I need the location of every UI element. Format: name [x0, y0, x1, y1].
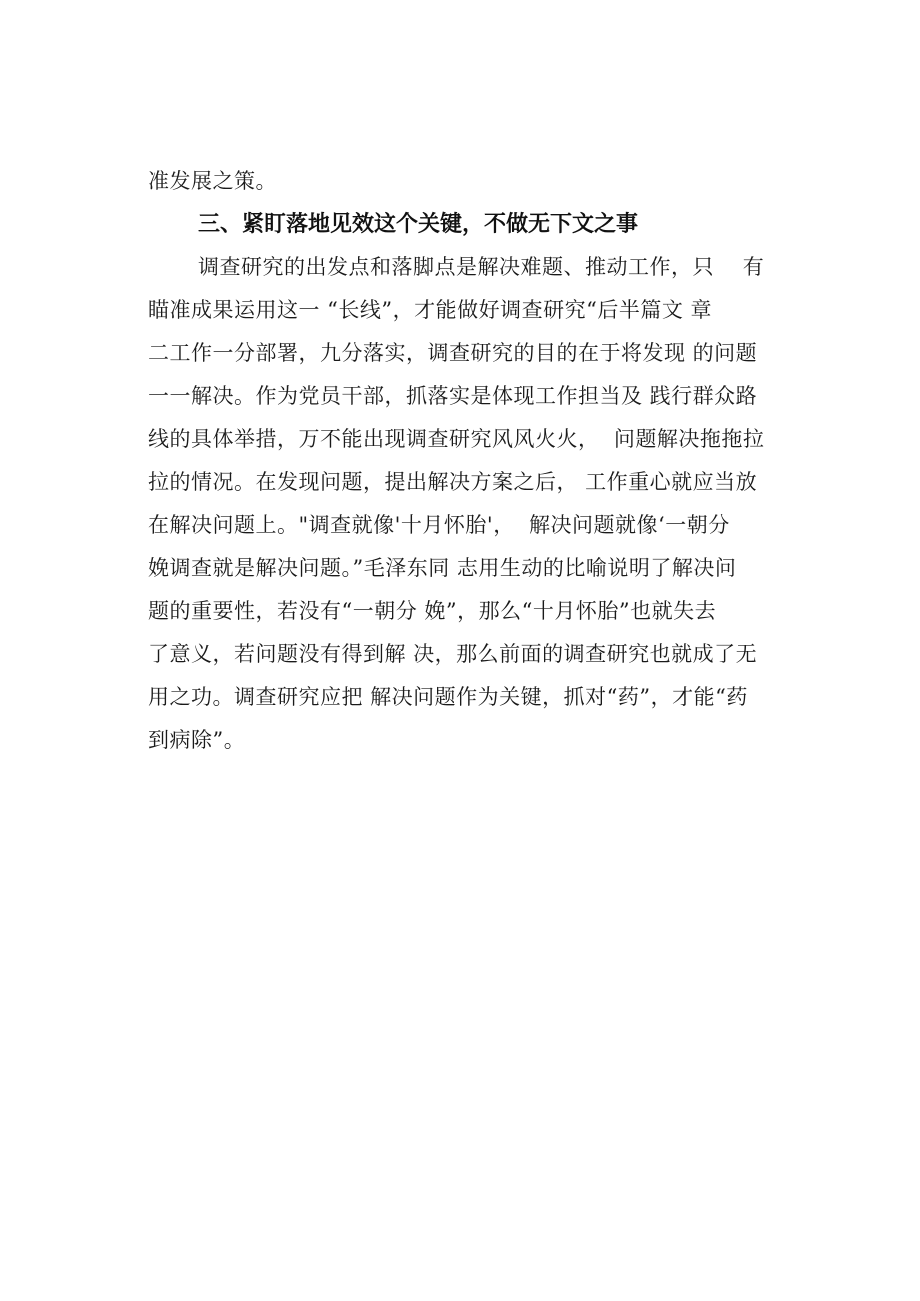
text-line: 一一解决。作为党员干部，抓落实是体现工作担当及 践行群众路	[148, 384, 758, 408]
text-line: 在解决问题上。"调查就像'十月怀胎'， 解决问题就像‘一朝分	[148, 513, 730, 537]
text-line: 题的重要性，若没有“一朝分 娩”，那么“十月怀胎”也就失去	[148, 599, 717, 623]
text-line: 瞄准成果运用这一 “长线”，才能做好调查研究“后半篇文 章	[148, 298, 713, 322]
text-line: 准发展之策。	[148, 169, 277, 193]
text-line: 用之功。调查研究应把 解决问题作为关键，抓对“药”，才能“药	[148, 685, 748, 709]
section-heading: 三、紧盯落地见效这个关键，不做无下文之事	[198, 212, 639, 237]
text-line: 了意义，若问题没有得到解 决，那么前面的调查研究也就成了无	[148, 642, 758, 666]
text-line: 拉的情况。在发现问题，提出解决方案之后， 工作重心就应当放	[148, 470, 758, 494]
text-line: 调查研究的出发点和落脚点是解决难题、推动工作，只 有	[198, 255, 765, 279]
text-line: 线的具体举措，万不能出现调查研究风风火火， 问题解决拖拖拉	[148, 427, 765, 451]
text-line: 到病除”。	[148, 728, 246, 752]
text-line: 娩调查就是解决问题。”毛泽东同 志用生动的比喻说明了解决问	[148, 556, 737, 580]
text-line: 二工作一分部署，九分落实，调查研究的目的在于将发现 的问题	[148, 341, 758, 365]
body-text	[148, 160, 808, 762]
